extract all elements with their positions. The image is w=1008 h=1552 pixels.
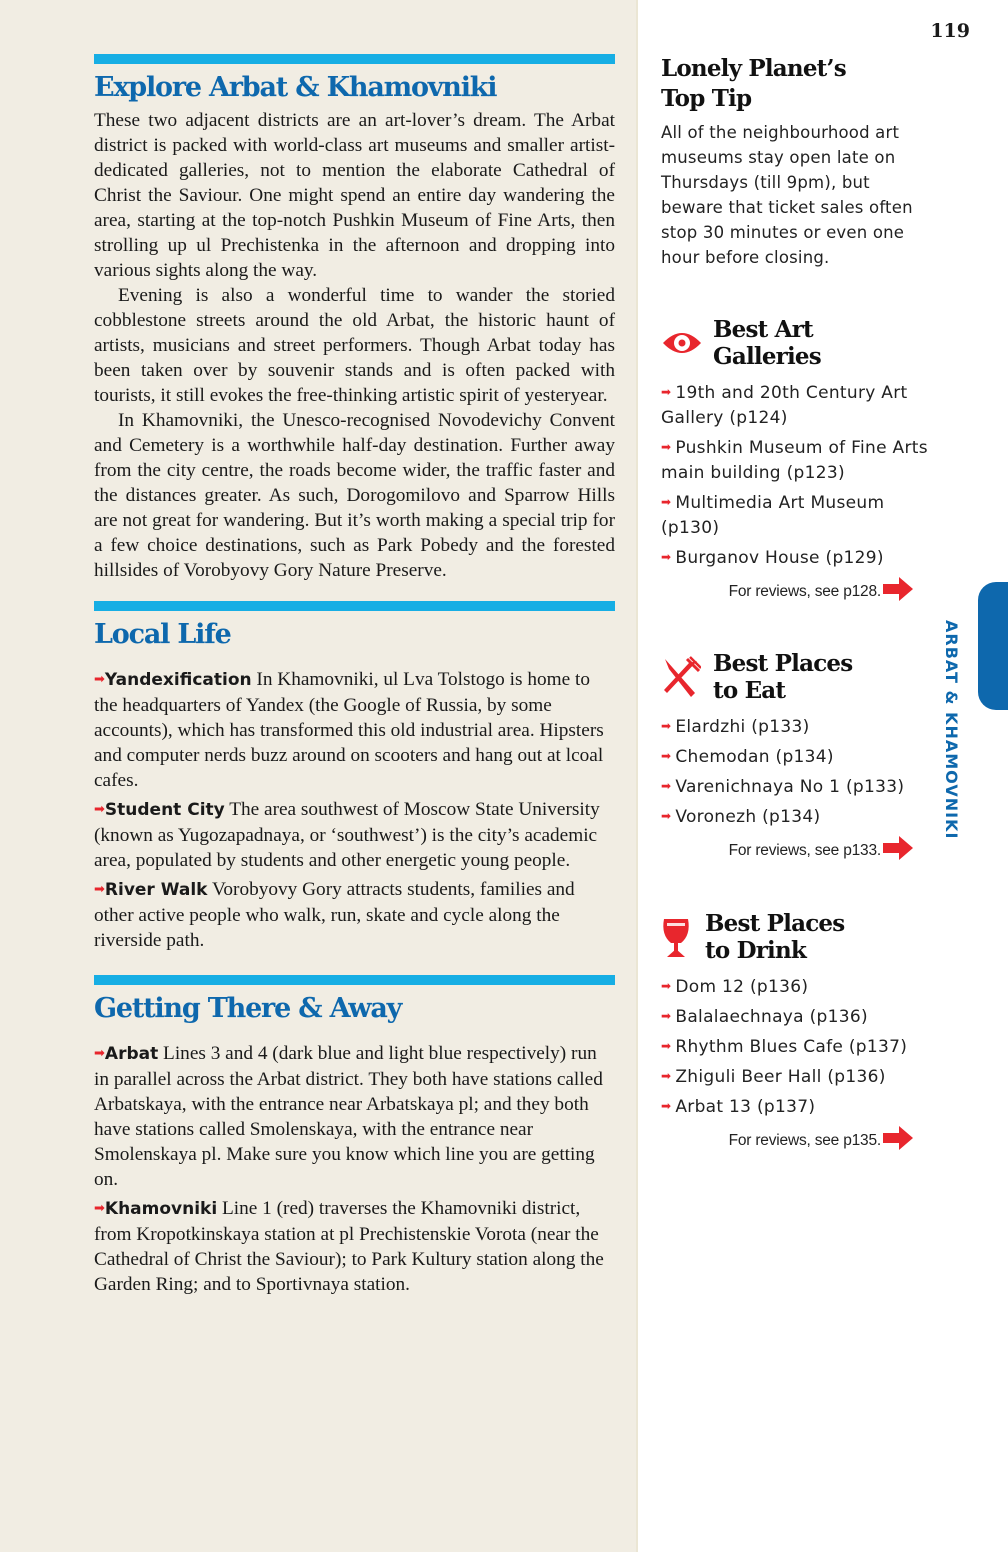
bullet-arrow-icon: ➡ <box>661 749 672 763</box>
bullet-arrow-icon: ➡ <box>661 1069 672 1083</box>
section-rule <box>94 975 615 985</box>
list-item <box>661 1034 931 1060</box>
eye-icon <box>661 318 705 368</box>
explore-paragraph: In Khamovniki, the Unesco-recognised Novodevichy Convent and Cemetery is a worthwhile half-day destination. Further away from the city centre, the roads become wider, the traffic faster and the distances greater. As such, Dorogomilovo and Sparrow Hills are not great for wandering. But it’s worth making a special trip for a few choice destinations, such as Park Pobedy and the forested hillsides of Vorobyovy Gory Nature Preserve. <box>94 410 615 581</box>
item-lead: Arbat <box>104 1044 159 1064</box>
item-label: 19th and 20th Century Art Gallery (p124) <box>661 383 908 428</box>
title-line: to Drink <box>705 937 807 964</box>
bullet-arrow-icon: ➡ <box>94 672 105 687</box>
main-column <box>94 54 615 1315</box>
reviews-link[interactable] <box>661 577 913 606</box>
best-drink-list <box>661 974 931 1120</box>
item-lead: River Walk <box>104 880 208 900</box>
getting-there-item <box>94 1196 615 1297</box>
top-tip-box <box>661 54 931 270</box>
bullet-arrow-icon: ➡ <box>661 809 672 823</box>
item-label: Rhythm Blues Cafe (p137) <box>675 1037 908 1057</box>
bullet-arrow-icon: ➡ <box>661 440 672 454</box>
list-item <box>661 1004 931 1030</box>
best-eat-title <box>713 650 852 704</box>
item-lead: Student City <box>104 800 225 820</box>
arrow-right-icon <box>883 836 913 865</box>
bullet-arrow-icon: ➡ <box>661 495 672 509</box>
reviews-link[interactable] <box>661 1126 913 1155</box>
list-item <box>661 545 931 571</box>
section-rule <box>94 601 615 611</box>
reviews-text: For reviews, see p135. <box>728 1131 881 1149</box>
list-item <box>661 744 931 770</box>
best-art-header <box>661 316 931 370</box>
item-label: Voronezh (p134) <box>675 807 821 827</box>
top-tip-title-line: Lonely Planet’s <box>661 55 846 82</box>
knife-fork-icon <box>661 652 705 702</box>
local-life-title: Local Life <box>94 619 231 650</box>
list-item <box>661 974 931 1000</box>
bullet-arrow-icon: ➡ <box>661 979 672 993</box>
item-label: Burganov House (p129) <box>675 548 884 568</box>
top-tip-title-line: Top Tip <box>661 85 752 112</box>
bullet-arrow-icon: ➡ <box>661 385 672 399</box>
item-label: Elardzhi (p133) <box>675 717 810 737</box>
best-art-galleries <box>661 316 931 606</box>
getting-there-section <box>94 975 615 1297</box>
item-label: Pushkin Museum of Fine Arts main building (p123) <box>661 438 928 483</box>
list-item <box>661 490 931 541</box>
best-drink-title <box>705 910 844 964</box>
top-tip-title <box>661 54 931 114</box>
item-text: In Khamovniki, ul Lva Tolstogo is home to the headquarters of Yandex (the Google of Russia, by some accounts), which has transformed this old industrial area. Hipsters and computer nerds buzz around on scooters and hang out at lcoal cafes. <box>94 669 604 791</box>
arrow-right-icon <box>883 577 913 606</box>
top-tip-text: All of the neighbourhood art museums stay open late on Thursdays (till 9pm), but beware that ticket sales often stop 30 minutes or even one hour before closing. <box>661 123 913 267</box>
list-item <box>661 804 931 830</box>
title-line: Best Places <box>705 910 845 937</box>
best-art-title <box>713 316 821 370</box>
title-line: Galleries <box>713 343 821 370</box>
page-number: 119 <box>930 20 970 42</box>
bullet-arrow-icon: ➡ <box>661 719 672 733</box>
title-line: to Eat <box>713 677 786 704</box>
item-text: Lines 3 and 4 (dark blue and light blue respectively) run in parallel across the Arbat district. They both have stations called Arbatskaya, with the entrance near Arbatskaya pl; and they both have stations called Smolenskaya, with the entrance near Smolenskaya pl. Make sure you know which line you are getting on. <box>94 1043 603 1190</box>
list-item <box>661 380 931 431</box>
bullet-arrow-icon: ➡ <box>661 550 672 564</box>
item-lead: Yandexification <box>104 670 252 690</box>
bullet-arrow-icon: ➡ <box>661 1039 672 1053</box>
bullet-arrow-icon: ➡ <box>94 1201 105 1216</box>
explore-title: Explore Arbat & Khamovniki <box>94 72 497 103</box>
list-item <box>661 1064 931 1090</box>
best-art-list <box>661 380 931 571</box>
arrow-right-icon <box>883 1126 913 1155</box>
best-eat-header <box>661 650 931 704</box>
explore-paragraph: Evening is also a wonderful time to wander the storied cobblestone streets around the old Arbat, the historic haunt of artists, musicians and street performers. Though Arbat today has been taken over by souvenir stands and is often packed with tourists, it still evokes the free-thinking artistic spirit of yesteryear. <box>94 285 615 406</box>
item-text: The area southwest of Moscow State University (known as Yugozapadnaya, or ‘southwest’) is the city’s academic area, populated by students and other energetic young people. <box>94 799 600 871</box>
bullet-arrow-icon: ➡ <box>94 1046 105 1061</box>
item-label: Balalaechnaya (p136) <box>675 1007 868 1027</box>
best-places-to-eat <box>661 650 931 865</box>
local-life-item <box>94 877 615 953</box>
title-line: Best Art <box>713 316 813 343</box>
chapter-tab[interactable] <box>978 582 1008 710</box>
item-label: Multimedia Art Museum (p130) <box>661 493 885 538</box>
bullet-arrow-icon: ➡ <box>661 779 672 793</box>
item-label: Zhiguli Beer Hall (p136) <box>675 1067 886 1087</box>
best-eat-list <box>661 714 931 830</box>
item-text: Line 1 (red) traverses the Khamovniki district, from Kropotkinskaya station at pl Prechistenskie Vorota (near the Cathedral of Christ the Saviour); to Park Kultury station along the Garden Ring; and to Sportivnaya station. <box>94 1198 604 1295</box>
item-label: Arbat 13 (p137) <box>675 1097 816 1117</box>
explore-paragraph: These two adjacent districts are an art-lover’s dream. The Arbat district is packed with world-class art museums and smaller artist-dedicated galleries, not to mention the elaborate Cathedral of Christ the Saviour. One might spend an entire day wandering the area, starting at the top-notch Pushkin Museum of Fine Arts, then strolling up ul Prechistenka in the afternoon and dropping into various sights along the way. <box>94 110 615 281</box>
getting-there-title: Getting There & Away <box>94 993 402 1024</box>
reviews-text: For reviews, see p133. <box>728 841 881 859</box>
getting-there-item <box>94 1041 615 1192</box>
list-item <box>661 435 931 486</box>
list-item <box>661 1094 931 1120</box>
bullet-arrow-icon: ➡ <box>661 1099 672 1113</box>
item-text: Vorobyovy Gory attracts students, families and other active people who walk, run, skate and cycle along the riverside path. <box>94 879 575 951</box>
bullet-arrow-icon: ➡ <box>94 802 105 817</box>
reviews-link[interactable] <box>661 836 913 865</box>
best-drink-header <box>661 910 931 964</box>
item-label: Dom 12 (p136) <box>675 977 809 997</box>
item-lead: Khamovniki <box>104 1199 218 1219</box>
local-life-section <box>94 601 615 953</box>
item-label: Chemodan (p134) <box>675 747 834 767</box>
list-item <box>661 714 931 740</box>
reviews-text: For reviews, see p128. <box>728 582 881 600</box>
title-line: Best Places <box>713 650 853 677</box>
chapter-side-label: ARBAT & KHAMOVNIKI <box>942 620 961 840</box>
local-life-item <box>94 797 615 873</box>
explore-section <box>94 54 615 583</box>
section-rule <box>94 54 615 64</box>
bullet-arrow-icon: ➡ <box>94 882 105 897</box>
list-item <box>661 774 931 800</box>
wine-glass-icon <box>661 912 697 962</box>
best-places-to-drink <box>661 910 931 1155</box>
item-label: Varenichnaya No 1 (p133) <box>675 777 905 797</box>
bullet-arrow-icon: ➡ <box>661 1009 672 1023</box>
local-life-item <box>94 667 615 793</box>
